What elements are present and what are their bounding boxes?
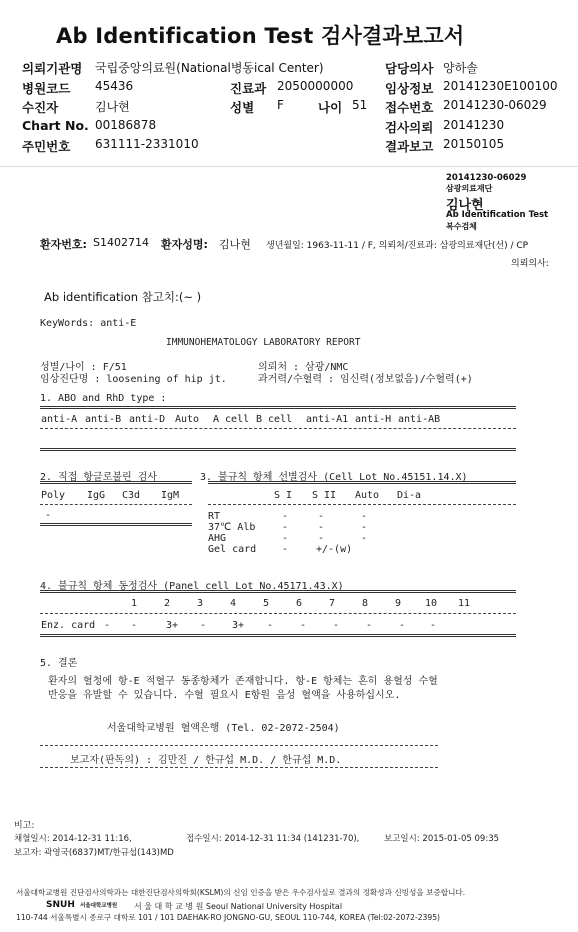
- panel-col-1: 1: [131, 598, 138, 609]
- sec1-col-b-cell: B cell: [256, 414, 293, 425]
- panel-val-9: -: [366, 620, 373, 631]
- sticker-note: 복수검체: [446, 222, 477, 231]
- panel-val-4: -: [200, 620, 207, 631]
- panel-col-5: 5: [263, 598, 270, 609]
- sec1-col-anti-a: anti-A: [41, 414, 78, 425]
- panel-col-10: 10: [425, 598, 438, 609]
- panel-val-8: -: [333, 620, 340, 631]
- panel-col-4: 4: [230, 598, 237, 609]
- divider: [40, 406, 516, 409]
- sec3-row-37c: 37℃ Alb: [208, 522, 256, 533]
- panel-col-3: 3: [197, 598, 204, 609]
- sec3-row-gel-card: Gel card: [208, 544, 257, 555]
- patient-birth-info: 생년월일: 1963-11-11 / F, 의뢰처/진료과: 삼광의료재단(선) / CP: [266, 241, 529, 251]
- patient-name-value: 김나현: [219, 238, 251, 251]
- panel-col-11: 11: [458, 598, 471, 609]
- label-sex: 성별: [230, 100, 255, 115]
- clinical-diagnosis: 임상진단명 : loosening of hip jt.: [40, 374, 227, 385]
- referring-doctor: 의뢰의사:: [511, 259, 549, 269]
- section-4-title: 4. 불규칙 항체 동정검사 (Panel cell Lot No.45171.43.X): [40, 581, 344, 592]
- patient-name-label: 환자성명:: [161, 238, 208, 251]
- label-chart-no: Chart No.: [22, 118, 89, 133]
- divider: [40, 745, 438, 746]
- sec3-col-auto: Auto: [355, 490, 380, 501]
- value-result-report: 20150105: [443, 137, 505, 151]
- sec3-rt-auto: -: [361, 511, 368, 522]
- label-attending-doctor: 담당의사: [385, 61, 434, 76]
- sec3-row-rt: RT: [208, 511, 221, 522]
- panel-row-label: Enz. card: [41, 620, 96, 631]
- value-attending-doctor: 양하솔: [443, 61, 478, 75]
- snuh-logo: SNUH: [46, 900, 75, 910]
- sec1-col-anti-b: anti-B: [85, 414, 122, 425]
- sec3-37c-sii: -: [318, 522, 325, 533]
- sec3-37c-auto: -: [361, 522, 368, 533]
- sec2-col-igm: IgM: [161, 490, 180, 501]
- hospital-name: 서 울 대 학 교 병 원 Seoul National University Hospital: [134, 902, 343, 911]
- divider: [208, 481, 516, 484]
- sec2-col-c3d: C3d: [122, 490, 141, 501]
- certification-note: 서울대학교병원 진단검사의학과는 대한진단검사의학회(KSLM)의 신임 인증을 받은 우수검사실로 결과의 정확성과 신빙성을 보증합니다.: [16, 888, 466, 897]
- reference-title: Ab identification 참고치:(~ ): [44, 290, 202, 304]
- divider: [40, 481, 192, 484]
- sec3-col-di-a: Di-a: [397, 490, 422, 501]
- value-department: 2050000000: [277, 79, 354, 93]
- value-clinical-info: 20141230E100100: [443, 79, 558, 93]
- sec3-ahg-auto: -: [361, 533, 368, 544]
- divider: [40, 428, 516, 429]
- divider: [40, 590, 516, 593]
- sec2-col-poly: Poly: [41, 490, 66, 501]
- sticker-test: Ab Identification Test: [446, 210, 549, 220]
- value-test-request: 20141230: [443, 118, 505, 132]
- report-title: IMMUNOHEMATOLOGY LABORATORY REPORT: [166, 337, 361, 348]
- divider: [40, 523, 192, 526]
- value-chart-no: 00186878: [95, 118, 157, 132]
- panel-col-7: 7: [329, 598, 336, 609]
- panel-val-6: -: [267, 620, 274, 631]
- collection-time: 채혈일시: 2014-12-31 11:16,: [14, 834, 132, 844]
- page-title: Ab Identification Test 검사결과보고서: [56, 24, 465, 48]
- divider: [40, 504, 192, 505]
- value-patient: 김나현: [95, 100, 130, 114]
- value-sex: F: [277, 98, 284, 112]
- divider: [40, 448, 516, 451]
- panel-val-10: -: [399, 620, 406, 631]
- sec3-gel-sii: +/-(w): [316, 544, 353, 555]
- panel-val-2: -: [131, 620, 138, 631]
- sec3-rt-si: -: [282, 511, 289, 522]
- note-label: 비고:: [14, 821, 35, 831]
- sec3-row-ahg: AHG: [208, 533, 227, 544]
- value-hospital-code: 45436: [95, 79, 134, 93]
- keywords: KeyWords: anti-E: [40, 318, 137, 329]
- sec1-col-auto: Auto: [175, 414, 200, 425]
- sec1-col-anti-ab: anti-AB: [398, 414, 441, 425]
- history: 과거력/수혈력 : 임신력(정보없음)/수혈력(+): [258, 374, 473, 385]
- label-department: 진료과: [230, 81, 267, 96]
- value-resident-no: 631111-2331010: [95, 137, 199, 151]
- sec2-col-igg: IgG: [87, 490, 106, 501]
- footer-reporter: 보고자: 곽영국(6837)MT/한규섭(143)MD: [14, 848, 174, 858]
- conclusion-line-1: 환자의 혈청에 항-E 적혈구 동종항체가 존재합니다. 항-E 항체는 흔히 용혈성 수혈: [48, 676, 438, 687]
- label-clinical-info: 임상정보: [385, 81, 434, 96]
- divider: [208, 504, 516, 505]
- panel-val-1: -: [104, 620, 111, 631]
- sec2-value-poly: -: [45, 510, 52, 521]
- hospital-address: 110-744 서울특별시 종로구 대학로 101 / 101 DAEHAK-RO JONGNO-GU, SEOUL 110-744, KOREA (Tel:02-2072-2395): [16, 913, 440, 922]
- panel-col-2: 2: [164, 598, 171, 609]
- divider: [40, 767, 438, 768]
- label-age: 나이: [318, 100, 343, 115]
- snuh-logo-sub: 서울대학교병원: [80, 903, 118, 909]
- sex-age: 성별/나이 : F/51: [40, 362, 127, 373]
- sticker-name: 김나현: [446, 198, 484, 213]
- panel-val-11: -: [430, 620, 437, 631]
- label-patient: 수진자: [22, 100, 59, 115]
- sec3-ahg-sii: -: [318, 533, 325, 544]
- sticker-accession: 20141230-06029: [446, 173, 527, 183]
- divider: [40, 613, 516, 614]
- sec3-ahg-si: -: [282, 533, 289, 544]
- section-3-title: 3. 불규칙 항체 선별검사 (Cell Lot No.45151.14.X): [200, 472, 468, 483]
- label-resident-no: 주민번호: [22, 139, 71, 154]
- panel-val-3: 3+: [166, 620, 179, 631]
- requester: 의뢰처 : 삼광/NMC: [258, 362, 349, 373]
- divider: [40, 634, 516, 637]
- value-accession-no: 20141230-06029: [443, 98, 547, 112]
- panel-col-8: 8: [362, 598, 369, 609]
- panel-val-7: -: [300, 620, 307, 631]
- label-result-report: 결과보고: [385, 139, 434, 154]
- label-accession-no: 접수번호: [385, 100, 434, 115]
- value-age: 51: [352, 98, 368, 112]
- sec3-col-sii: S II: [312, 490, 337, 501]
- sticker-lab: 삼광의료재단: [446, 184, 493, 193]
- label-hospital-code: 병원코드: [22, 81, 71, 96]
- patient-id-label: 환자번호:: [40, 238, 87, 251]
- label-requesting-institution: 의뢰기관명: [22, 61, 83, 76]
- section-5-title: 5. 결론: [40, 658, 78, 669]
- scanned-report-sheet: [0, 166, 578, 932]
- sec1-col-anti-a1: anti-A1: [306, 414, 349, 425]
- panel-val-5: 3+: [232, 620, 245, 631]
- section-1-title: 1. ABO and RhD type :: [40, 393, 167, 404]
- patient-id-value: S1402714: [93, 236, 149, 249]
- reporter-line: 보고자(판독의) : 김만진 / 한규섭 M.D. / 한규섭 M.D.: [70, 755, 342, 766]
- receipt-time: 접수일시: 2014-12-31 11:34 (141231-70),: [186, 834, 360, 844]
- sec3-col-si: S I: [274, 490, 293, 501]
- conclusion-line-2: 반응을 유발할 수 있습니다. 수혈 필요시 E항원 음성 혈액을 사용하십시오.: [48, 690, 401, 701]
- report-time: 보고일시: 2015-01-05 09:35: [384, 834, 500, 844]
- sec1-col-anti-h: anti-H: [355, 414, 392, 425]
- sec3-rt-sii: -: [318, 511, 325, 522]
- sec3-37c-si: -: [282, 522, 289, 533]
- panel-col-9: 9: [395, 598, 402, 609]
- label-test-request: 검사의뢰: [385, 120, 434, 135]
- sec1-col-anti-d: anti-D: [129, 414, 166, 425]
- section-2-title: 2. 직접 항글로불린 검사: [40, 472, 158, 483]
- sec3-gel-si: -: [282, 544, 289, 555]
- panel-col-6: 6: [296, 598, 303, 609]
- value-requesting-institution: 국립중앙의료원(National병동ical Center): [95, 61, 324, 75]
- sec1-col-a-cell: A cell: [213, 414, 250, 425]
- blood-bank-info: 서울대학교병원 혈액은행 (Tel. 02-2072-2504): [107, 723, 340, 734]
